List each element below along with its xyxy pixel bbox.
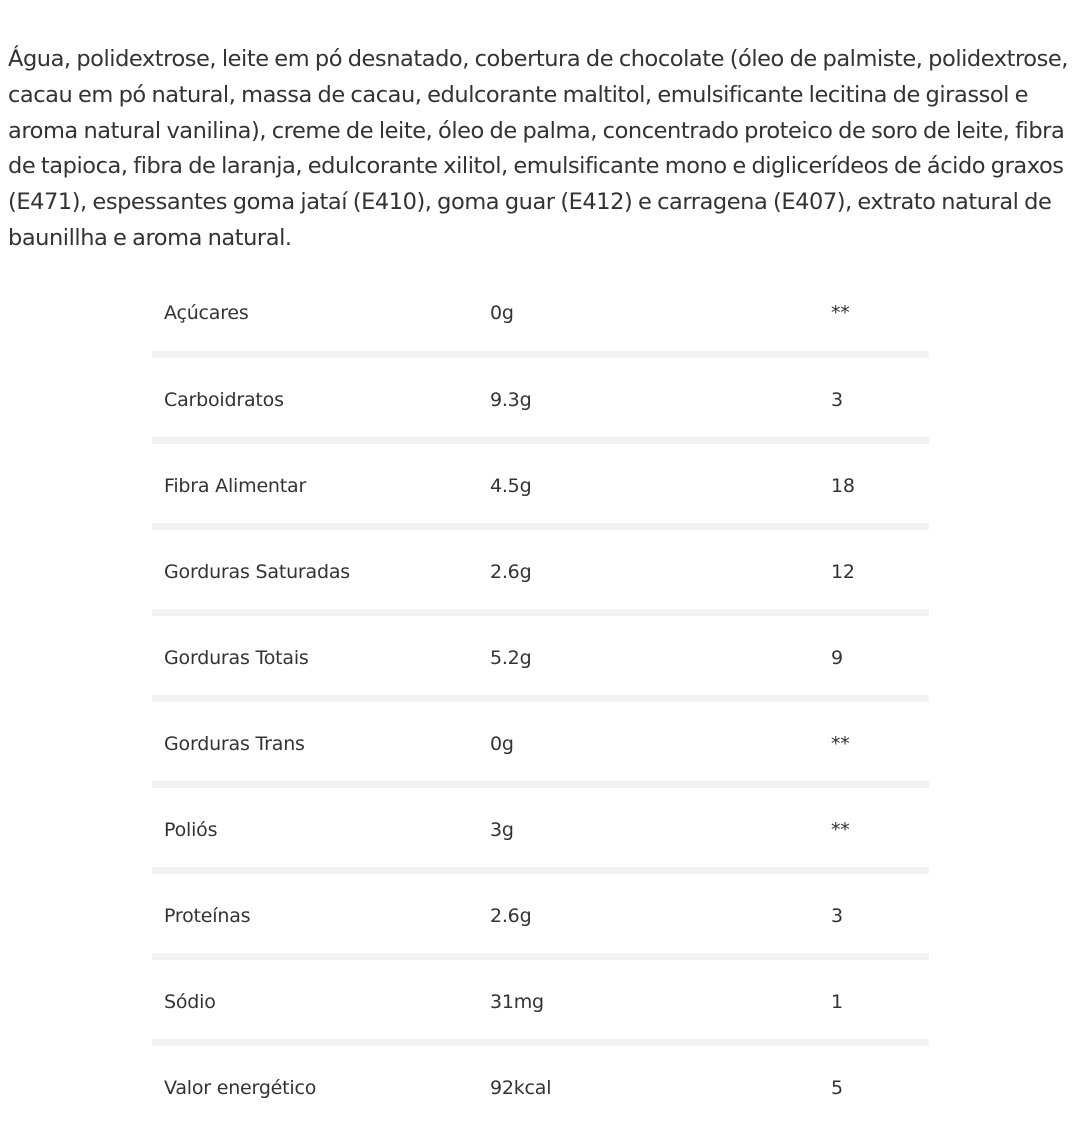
table-row <box>152 1046 929 1125</box>
nutrient-daily-value: 1 <box>830 990 843 1013</box>
table-row <box>152 271 929 351</box>
nutrient-amount: 9.3g <box>489 388 532 411</box>
row-divider <box>152 523 929 530</box>
table-row <box>152 530 929 609</box>
row-divider <box>152 1039 929 1046</box>
nutrient-daily-value: 5 <box>830 1076 843 1099</box>
nutrient-amount: 31mg <box>489 990 544 1013</box>
nutrient-name: Gorduras Trans <box>164 732 305 755</box>
nutrient-name: Sódio <box>164 990 216 1013</box>
nutrient-amount: 3g <box>489 818 514 841</box>
row-divider <box>152 695 929 702</box>
nutrient-amount: 2.6g <box>489 904 532 927</box>
nutrient-name: Açúcares <box>164 302 249 324</box>
nutrient-name: Gorduras Totais <box>164 646 309 669</box>
nutrient-daily-value: 3 <box>830 388 843 411</box>
nutrient-amount: 0g <box>489 302 514 324</box>
nutrient-name: Proteínas <box>164 904 251 927</box>
nutrient-amount: 0g <box>489 732 514 755</box>
table-row <box>152 874 929 953</box>
table-row <box>152 960 929 1039</box>
nutrient-name: Fibra Alimentar <box>164 474 307 497</box>
nutrient-daily-value: 12 <box>830 560 855 583</box>
nutrient-amount: 5.2g <box>489 646 532 669</box>
table-row <box>152 358 929 437</box>
table-row <box>152 444 929 523</box>
nutrient-name: Gorduras Saturadas <box>164 560 350 583</box>
table-row <box>152 702 929 781</box>
nutrient-daily-value: ** <box>830 302 850 324</box>
row-divider <box>152 781 929 788</box>
ingredients-text: Água, polidextrose, leite em pó desnatado, cobertura de chocolate (óleo de palmiste, polidextrose, cacau em pó natural, massa de cacau, edulcorante maltitol, emulsificante lecitina de girassol e aroma natural vanilina), creme de leite, óleo de palma, concentrado proteico de soro de leite, fibra de tapioca, fibra de laranja, edulcorante xilitol, emulsificante mono e diglicerídeos de ácido graxos (E471), espessantes goma jataí (E410), goma guar (E412) e carragena (E407), extrato natural de baunillha e aroma natural. <box>8 46 1068 251</box>
nutrient-amount: 92kcal <box>489 1076 552 1099</box>
table-row <box>152 788 929 867</box>
row-divider <box>152 437 929 444</box>
nutrient-amount: 4.5g <box>489 474 532 497</box>
row-divider <box>152 953 929 960</box>
nutrient-name: Poliós <box>164 818 218 841</box>
table-row <box>152 616 929 695</box>
nutrient-name: Valor energético <box>164 1076 317 1099</box>
nutrient-daily-value: ** <box>830 732 850 755</box>
nutrition-table <box>152 271 929 1125</box>
nutrient-daily-value: 18 <box>830 474 855 497</box>
row-divider <box>152 351 929 358</box>
nutrient-daily-value: 9 <box>830 646 843 669</box>
nutrient-amount: 2.6g <box>489 560 532 583</box>
row-divider <box>152 609 929 616</box>
nutrient-name: Carboidratos <box>164 388 284 411</box>
nutrient-daily-value: ** <box>830 818 850 841</box>
nutrient-daily-value: 3 <box>830 904 843 927</box>
row-divider <box>152 867 929 874</box>
